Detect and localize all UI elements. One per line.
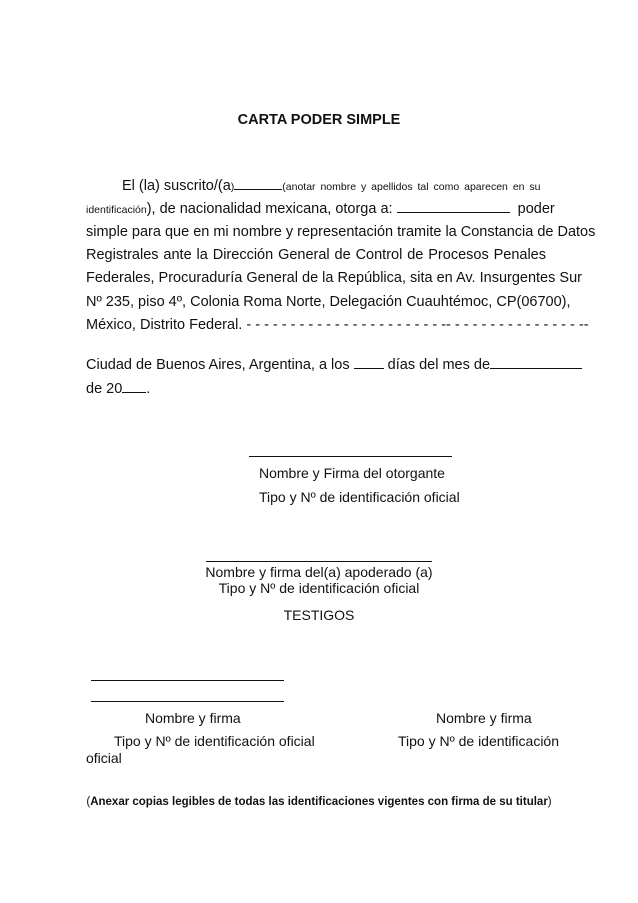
- body-line-5: Federales, Procuraduría General de la República, sita en Av. Insurgentes Sur: [86, 270, 582, 286]
- otorgante-name-label: Nombre y Firma del otorgante: [259, 465, 445, 481]
- witness-left-id-label: Tipo y Nº de identificación oficial: [114, 733, 315, 749]
- body-line-1: [122, 177, 541, 194]
- body-text: ), de nacionalidad mexicana, otorga a:: [146, 201, 393, 217]
- place-text: de 20: [86, 381, 123, 397]
- otorgante-signature-line[interactable]: [249, 456, 452, 457]
- body-text: ): [230, 181, 235, 193]
- apoderado-signature-line[interactable]: [206, 561, 432, 562]
- witness-signature-line[interactable]: [91, 680, 284, 681]
- place-text: .: [146, 381, 151, 397]
- otorgante-id-label: Tipo y Nº de identificación oficial: [259, 489, 460, 505]
- testigos-heading: TESTIGOS: [283, 607, 355, 623]
- place-text: Ciudad de Buenos Aires, Argentina, a los: [86, 357, 350, 373]
- body-text: identificación: [86, 204, 147, 216]
- place-date-line: [86, 356, 582, 373]
- body-line-4: Registrales ante la Dirección General de Control de Procesos Penales: [86, 247, 546, 263]
- blank-day-field[interactable]: [354, 356, 384, 369]
- body-line-3: simple para que en mi nombre y representación tramite la Constancia de Datos: [86, 224, 596, 240]
- blank-year-field[interactable]: [122, 380, 146, 393]
- witness-right-id-label: Tipo y Nº de identificación: [398, 733, 560, 749]
- place-year-line: [86, 380, 150, 397]
- annex-note: [0, 796, 638, 808]
- body-text: El (la) suscrito/(a: [122, 178, 231, 194]
- body-line-6: Nº 235, piso 4º, Colonia Roma Norte, Delegación Cuauhtémoc, CP(06700),: [86, 294, 571, 310]
- note-paren-close: ): [547, 796, 552, 808]
- witness-signature-line[interactable]: [91, 701, 284, 702]
- body-text: poder: [517, 201, 555, 217]
- note-paren-open: (: [86, 796, 91, 808]
- blank-month-field[interactable]: [490, 356, 582, 369]
- body-line-7: México, Distrito Federal. - - - - - - - - - - - - - - - - - - - - - - -- - - - - - - - - - - - - - - --: [86, 317, 589, 333]
- place-text: días del mes de: [387, 357, 491, 373]
- apoderado-name-label: Nombre y firma del(a) apoderado (a): [205, 564, 433, 580]
- body-line-2: [86, 200, 555, 217]
- document-title: CARTA PODER SIMPLE: [237, 112, 401, 128]
- note-text: Anexar copias legibles de todas las identificaciones vigentes con firma de su titular: [90, 796, 548, 808]
- body-instruction: (anotar nombre y apellidos tal como aparecen en su: [282, 181, 541, 193]
- witness-right-name-label: Nombre y firma: [436, 710, 532, 726]
- blank-name-field[interactable]: [234, 177, 282, 190]
- witness-left-name-label: Nombre y firma: [145, 710, 241, 726]
- apoderado-id-label: Tipo y Nº de identificación oficial: [218, 580, 420, 596]
- witness-left-id-continuation: oficial: [86, 750, 122, 766]
- blank-apoderado-field[interactable]: [397, 200, 510, 213]
